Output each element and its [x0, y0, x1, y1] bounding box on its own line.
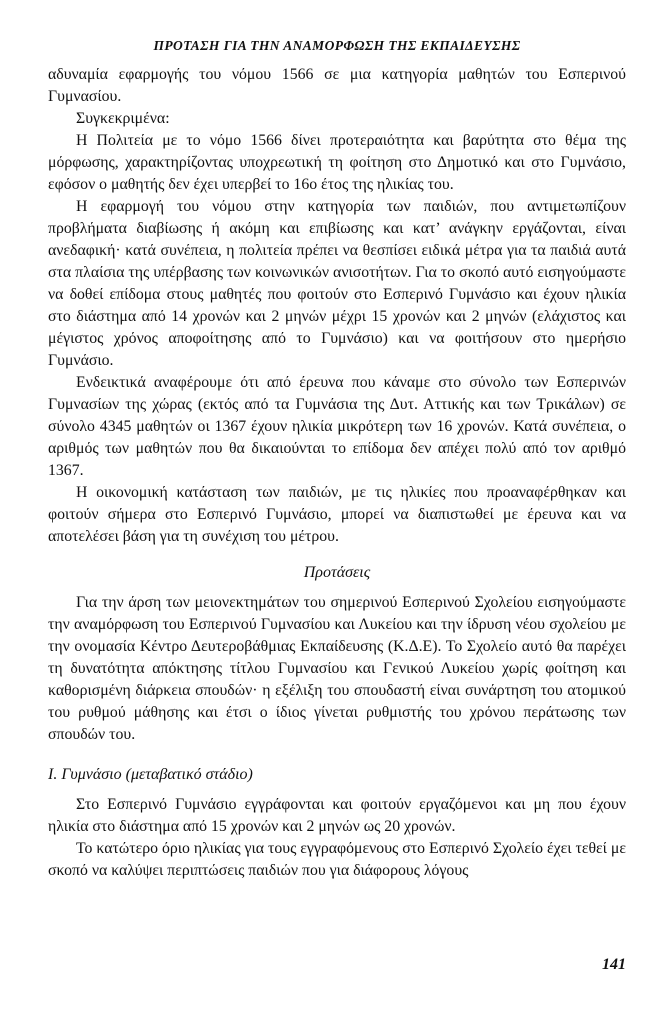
section-heading: Προτάσεις — [303, 564, 371, 581]
paragraph: Το κατώτερο όριο ηλικίας για τους εγγραφόμενους στο Εσπερινό Σχολείο έχει τεθεί με σκοπό να καλύψει περιπτώσεις παιδιών που για διάφορους λόγους — [48, 840, 626, 879]
paragraph: Για την άρση των μειονεκτημάτων του σημερινού Εσπερινού Σχολείου εισηγούμαστε την αναμόρφωση του Εσπερινού Γυμνασίου και Λυκείου και την ίδρυση νέου σχολείου με την ονομασία Κέντρο Δευτεροβάθμιας Εκπαίδευσης (Κ.Δ.Ε). Το Σχολείο αυτό θα παρέχει τη δυνατότητα απόκτησης τίτλου Γυμνασίου και Γενικού Λυκείου χωρίς φοίτηση και καθορισμένη διάρκεια σπουδών· η εξέλιξη του σπουδαστή είναι συνάρτηση του ατομικού του ρυθμού μάθησης και έτσι ο ίδιος γίνεται ρυθμιστής του χρόνου περάτωσης των σπουδών του. — [48, 594, 626, 743]
paragraph: Συγκεκριμένα: — [76, 110, 170, 127]
page-content — [48, 38, 626, 882]
paragraph: Στο Εσπερινό Γυμνάσιο εγγράφονται και φοιτούν εργαζόμενοι και μη που έχουν ηλικία στο διάστημα από 15 χρονών και 2 μηνών ως 20 χρονών. — [48, 796, 626, 835]
paragraph-continuation: αδυναμία εφαρμογής του νόμου 1566 σε μια κατηγορία μαθητών του Εσπερινού Γυμνασίου. — [48, 66, 626, 105]
sub-heading: Ι. Γυμνάσιο (μεταβατικό στάδιο) — [48, 766, 253, 783]
paragraph: Η Πολιτεία με το νόμο 1566 δίνει προτεραιότητα και βαρύτητα στο θέμα της μόρφωσης, χαρακτηρίζοντας υποχρεωτική τη φοίτηση στο Δημοτικό και στο Γυμνάσιο, εφόσον ο μαθητής δεν έχει υπερβεί το 16ο έτος της ηλικίας του. — [48, 132, 626, 193]
paragraph: Ενδεικτικά αναφέρουμε ότι από έρευνα που κάναμε στο σύνολο των Εσπερινών Γυμνασίων της χώρας (εκτός από τα Γυμνάσια της Δυτ. Αττικής και των Τρικάλων) σε σύνολο 4345 μαθητών οι 1367 έχουν ηλικία μικρότερη των 16 χρονών. Κατά συνέπεια, ο αριθμός των μαθητών που θα δικαιούνται το επίδομα δεν απέχει πολύ από τον αριθμό 1367. — [48, 374, 626, 479]
running-head: ΠΡΟΤΑΣΗ ΓΙΑ ΤΗΝ ΑΝΑΜΟΡΦΩΣΗ ΤΗΣ ΕΚΠΑΙΔΕΥΣΗΣ — [153, 38, 521, 53]
paragraph: Η οικονομική κατάσταση των παιδιών, με τις ηλικίες που προαναφέρθηκαν και φοιτούν σήμερα στο Εσπερινό Γυμνάσιο, μπορεί να διαπιστωθεί με έρευνα και να αποτελέσει βάση για τη συνέχιση του μέτρου. — [48, 484, 626, 545]
paragraph: Η εφαρμογή του νόμου στην κατηγορία των παιδιών, που αντιμετωπίζουν προβλήματα διαβίωσης ή ακόμη και επιβίωσης και κατ’ ανάγκην εργάζονται, είναι ανεδαφική· κατά συνέπεια, η πολιτεία πρέπει να θεσπίσει ειδικά μέτρα για τα παιδιά αυτά στα πλαίσια της υπέρβασης των κοινωνικών ανισοτήτων. Για το σκοπό αυτό εισηγούμαστε να δοθεί επίδομα στους μαθητές που φοιτούν στο Εσπερινό Γυμνάσιο και έχουν ηλικία στο διάστημα από 14 χρονών και 2 μηνών μέχρι 15 χρονών και 2 μηνών (ελάχιστος και μέγιστος χρόνος αποφοίτησης από το Γυμνάσιο) και να φοιτήσουν στο ημερήσιο Γυμνάσιο. — [48, 198, 626, 369]
page-number: 141 — [602, 956, 626, 973]
